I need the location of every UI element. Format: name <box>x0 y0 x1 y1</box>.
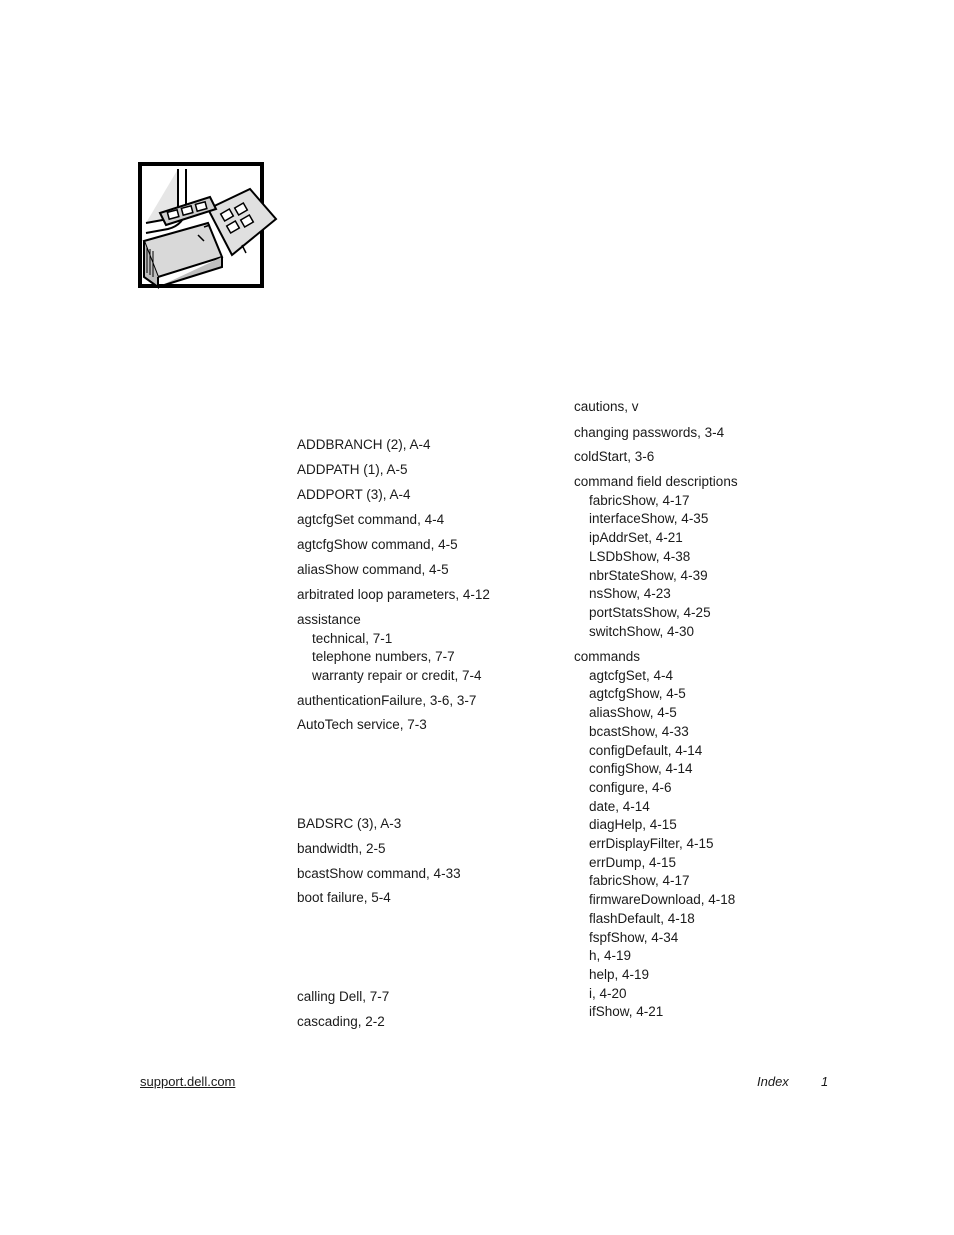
index-subterm: date, 4-14 <box>589 798 650 814</box>
index-subterm: errDisplayFilter, 4-15 <box>589 836 714 852</box>
index-subterm: help, 4-19 <box>589 966 650 982</box>
index-subterm: h, 4-19 <box>589 948 632 964</box>
index-subterm: i, 4-20 <box>589 985 627 1001</box>
index-term: cautions, v <box>574 399 639 414</box>
index-subterm: nsShow, 4-23 <box>589 586 671 602</box>
index-term: AutoTech service, 7-3 <box>297 717 427 732</box>
index-subterm: agtcfgShow, 4-5 <box>589 686 686 702</box>
index-entry <box>297 815 401 834</box>
index-term: aliasShow command, 4-5 <box>297 562 449 577</box>
index-subterm: interfaceShow, 4-35 <box>589 511 709 527</box>
index-term: agtcfgSet command, 4-4 <box>297 512 445 527</box>
index-subterm: LSDbShow, 4-38 <box>589 548 691 564</box>
index-term: BADSRC (3), A-3 <box>297 816 402 831</box>
index-term: calling Dell, 7-7 <box>297 989 390 1004</box>
support-link[interactable]: support.dell.com <box>140 1074 236 1089</box>
index-subterm: configDefault, 4-14 <box>589 742 703 758</box>
index-entry <box>297 461 408 480</box>
index-term: agtcfgShow command, 4-5 <box>297 537 458 552</box>
index-term: bandwidth, 2-5 <box>297 841 386 856</box>
index-entry <box>297 486 411 505</box>
index-subterm: diagHelp, 4-15 <box>589 817 677 833</box>
index-entry <box>574 648 735 1022</box>
index-subterm: agtcfgSet, 4-4 <box>589 667 674 683</box>
index-subterm: configShow, 4-14 <box>589 761 693 777</box>
index-entry <box>574 398 639 417</box>
index-subterm: firmwareDownload, 4-18 <box>589 892 736 908</box>
index-subterm: fabricShow, 4-17 <box>589 492 690 508</box>
index-entry <box>297 436 431 455</box>
index-subterm: warranty repair or credit, 7-4 <box>312 668 482 684</box>
index-entry <box>297 840 386 859</box>
index-entry <box>297 889 391 908</box>
index-entry <box>297 536 458 555</box>
index-subterm: errDump, 4-15 <box>589 854 677 870</box>
index-subterm: aliasShow, 4-5 <box>589 705 677 721</box>
index-term: assistance <box>297 612 361 627</box>
index-subterm: configure, 4-6 <box>589 779 672 795</box>
index-entry <box>297 611 482 686</box>
index-entry <box>297 692 476 711</box>
index-term: cascading, 2-2 <box>297 1014 385 1029</box>
index-entry <box>297 1013 385 1032</box>
index-entry <box>297 988 389 1007</box>
index-subterm: switchShow, 4-30 <box>589 623 695 639</box>
index-term: command field descriptions <box>574 474 738 489</box>
index-entry <box>297 716 427 735</box>
index-subterm: bcastShow, 4-33 <box>589 723 689 739</box>
index-entry <box>297 865 461 884</box>
index-entry <box>297 561 449 580</box>
index-term: changing passwords, 3-4 <box>574 425 725 440</box>
index-subterm: nbrStateShow, 4-39 <box>589 567 708 583</box>
footer-section-title: Index <box>757 1074 789 1089</box>
index-entry <box>574 448 654 467</box>
index-subterm: fspfShow, 4-34 <box>589 929 679 945</box>
index-term: bcastShow command, 4-33 <box>297 866 461 881</box>
index-term: arbitrated loop parameters, 4-12 <box>297 587 490 602</box>
index-term: ADDBRANCH (2), A-4 <box>297 437 431 452</box>
index-subterm: technical, 7-1 <box>312 630 393 646</box>
index-subterm: ipAddrSet, 4-21 <box>589 530 683 546</box>
index-term: boot failure, 5-4 <box>297 890 391 905</box>
index-term: ADDPORT (3), A-4 <box>297 487 411 502</box>
index-subterm: flashDefault, 4-18 <box>589 910 695 926</box>
index-term: ADDPATH (1), A-5 <box>297 462 408 477</box>
index-entry <box>574 424 724 443</box>
index-subterm: telephone numbers, 7-7 <box>312 649 455 665</box>
book-icon <box>138 161 278 291</box>
index-entry <box>574 473 738 641</box>
page-number: 1 <box>821 1074 829 1089</box>
index-term: coldStart, 3-6 <box>574 449 655 464</box>
index-subterm: fabricShow, 4-17 <box>589 873 690 889</box>
index-term: authenticationFailure, 3-6, 3-7 <box>297 693 477 708</box>
index-entry <box>297 586 490 605</box>
index-term: commands <box>574 649 641 664</box>
index-entry <box>297 511 444 530</box>
index-subterm: portStatsShow, 4-25 <box>589 604 711 620</box>
index-subterm: ifShow, 4-21 <box>589 1004 664 1020</box>
